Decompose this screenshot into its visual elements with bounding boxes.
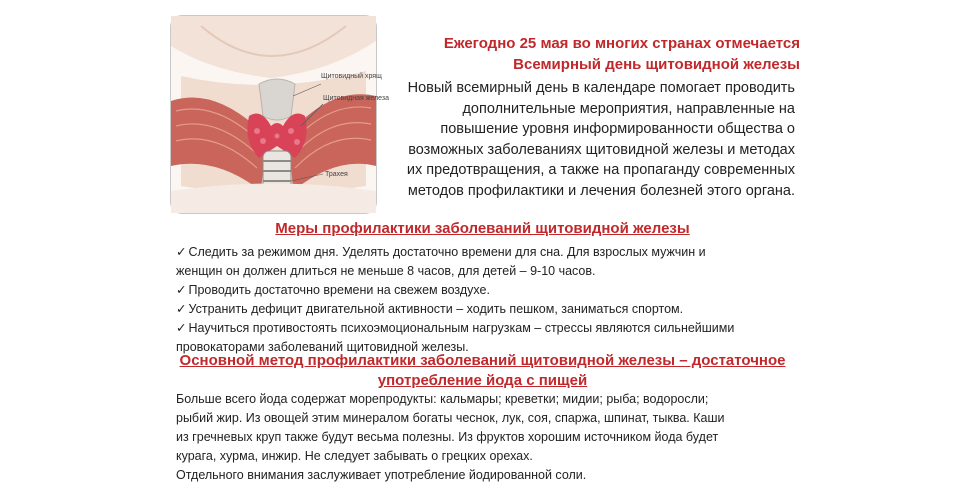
intro-paragraph bbox=[380, 78, 795, 201]
checkmark-icon: ✓ bbox=[176, 302, 187, 316]
paragraph-line: Отдельного внимания заслуживает употребление йодированной соли. bbox=[176, 468, 587, 482]
checkmark-icon: ✓ bbox=[176, 321, 187, 335]
intro-line: их предотвращения, а также на пропаганду современных bbox=[406, 162, 795, 178]
label-trachea: Трахея bbox=[325, 171, 348, 178]
iodine-paragraph bbox=[176, 390, 796, 485]
iodine-heading-line-1: Основной метод профилактики заболеваний щитовидной железы – достаточное bbox=[179, 352, 786, 369]
headline-line-1: Ежегодно 25 мая во многих странах отмечается bbox=[443, 35, 800, 52]
iodine-heading-line-2: употребление йода с пищей bbox=[377, 372, 588, 389]
label-cartilage: Щитовидный хрящ bbox=[321, 73, 382, 80]
label-gland: Щитовидная железа bbox=[323, 95, 389, 102]
thyroid-illustration bbox=[170, 15, 389, 214]
intro-line: возможных заболеваниях щитовидной железы и методах bbox=[408, 141, 795, 158]
list-item: ✓ Следить за режимом дня. Уделять достаточно времени для сна. Для взрослых мужчин и женщин он должен длиться не меньше 8 часов, для детей – 9-10 часов. bbox=[176, 245, 706, 278]
prevention-list bbox=[176, 243, 796, 357]
paragraph-line: курага, хурма, инжир. Не следует забывать о грецких орехах. bbox=[176, 449, 533, 463]
list-item: ✓ Проводить достаточно времени на свежем воздухе. bbox=[176, 283, 490, 297]
intro-line: Новый всемирный день в календаре помогает проводить bbox=[407, 80, 795, 96]
intro-line: методов профилактики и лечения болезней этого органа. bbox=[407, 182, 795, 199]
paragraph-line: рыбий жир. Из овощей этим минералом богаты чеснок, лук, соя, спаржа, шпинат, тыква. Каши bbox=[176, 411, 725, 425]
paragraph-line: из гречневых круп также будут весьма полезны. Из фруктов хорошим источником йода будет bbox=[176, 430, 719, 444]
intro-line: повышение уровня информированности общества о bbox=[440, 121, 795, 137]
checkmark-icon: ✓ bbox=[176, 245, 187, 259]
intro-line: дополнительные мероприятия, направленные на bbox=[462, 100, 795, 117]
list-item: ✓ Устранить дефицит двигательной активности – ходить пешком, заниматься спортом. bbox=[176, 302, 684, 316]
headline-line-2: Всемирный день щитовидной железы bbox=[513, 56, 800, 73]
checkmark-icon: ✓ bbox=[176, 283, 187, 297]
paragraph-line: Больше всего йода содержат морепродукты: кальмары; креветки; мидии; рыба; водоросли; bbox=[176, 392, 709, 406]
prevention-heading: Меры профилактики заболеваний щитовидной железы bbox=[275, 220, 690, 237]
list-item: ✓ Научиться противостоять психоэмоциональным нагрузкам – стрессы являются сильнейшими провокаторами заболеваний щитовидной железы. bbox=[176, 321, 735, 354]
